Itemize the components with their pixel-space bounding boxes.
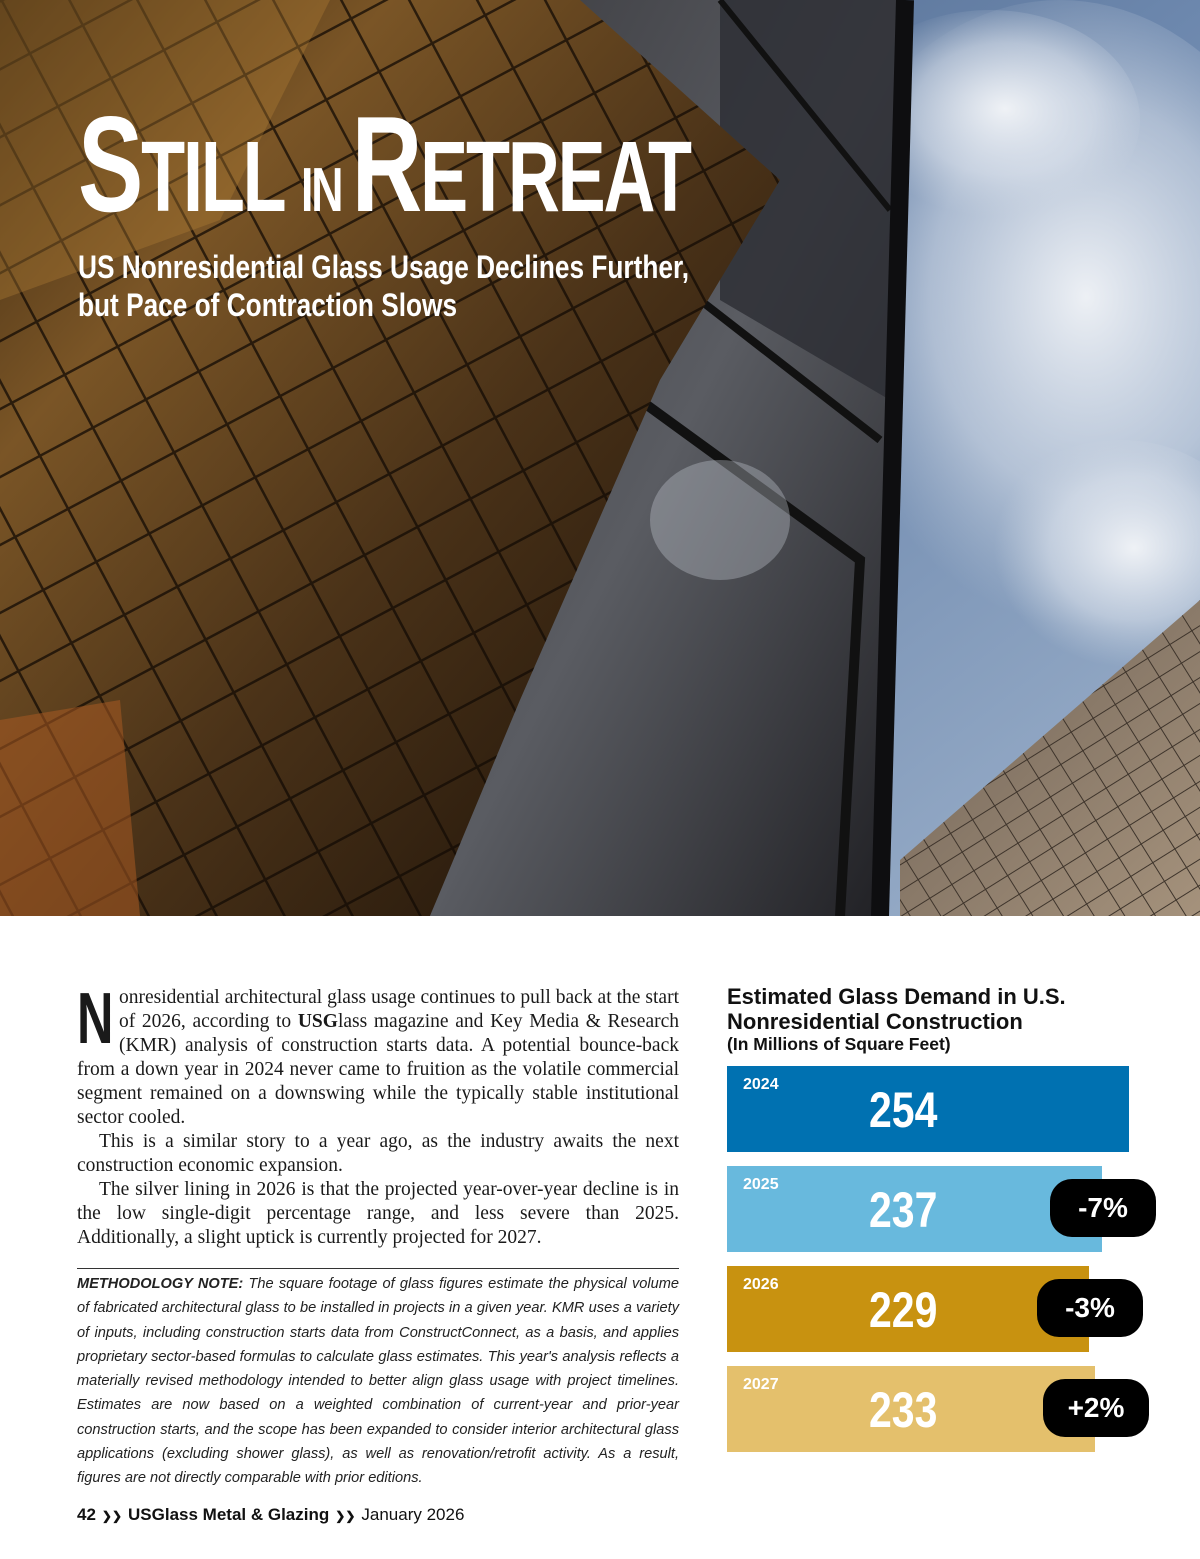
bar-year-label: 2027 (743, 1376, 779, 1393)
page-number: 42 (77, 1505, 96, 1524)
bar-value-label: 229 (869, 1282, 938, 1338)
methodology-note: METHODOLOGY NOTE: The square footage of glass figures estimate the physical volume of fabricated architectural glass to be installed in projects in a given year. KMR uses a variety of inputs, including construction starts data from ConstructConnect, as a basis, and applies proprietary sector-based formulas to calculate glass estimates. This year's analysis reflects a materially revised methodology intended to better align glass usage with project timelines. Estimates are now based on a weighted combination of current-year and prior-year construction starts, and the scope has been expanded to consider interior architectural glass applications (excluding shower glass), as well as renovation/retrofit activity. As a result, figures are not directly comparable with prior editions. (77, 1276, 679, 1487)
subtitle-line: US Nonresidential Glass Usage Declines Further, (78, 249, 690, 285)
chart-subtitle: (In Millions of Square Feet) (727, 1034, 951, 1054)
article-body (77, 979, 679, 1250)
bar-year-label: 2024 (743, 1076, 779, 1093)
divider (77, 1268, 679, 1269)
separator-icon: ❯❯ (101, 1509, 123, 1523)
change-badge-2027: +2% (1043, 1379, 1149, 1437)
bar-2027 (727, 1366, 1095, 1452)
bar-2026 (727, 1266, 1089, 1352)
bar-value-label: 233 (869, 1382, 938, 1438)
article-paragraph: The silver lining in 2026 is that the projected year-over-year decline is in the low single-digit percentage range, and less severe than 2025. Additionally, a slight uptick is currently projected for 2027. (77, 1179, 679, 1248)
change-badge-2026: -3% (1037, 1279, 1143, 1337)
bar-year-label: 2026 (743, 1276, 779, 1293)
brand-usg: USG (297, 1011, 338, 1032)
page-title: STILL IN RETREAT (78, 88, 690, 240)
drop-cap: N (77, 979, 114, 1059)
separator-icon: ❯❯ (335, 1509, 356, 1523)
methodology-label: METHODOLOGY NOTE: (77, 1276, 244, 1292)
chart-title (727, 984, 1066, 1034)
bar-2024 (727, 1066, 1129, 1152)
bar-2025 (727, 1166, 1102, 1252)
bar-value-label: 237 (869, 1182, 938, 1238)
article-paragraph: Nonresidential architectural glass usage continues to pull back at the start of 2026, according to USGlass magazine and Key Media & Research (KMR) analysis of construction starts data. A potential bounce-back from a down year in 2024 never came to fruition as the volatile commercial segment remained on a downswing while the typically stable institutional sector cooled. (77, 979, 679, 1128)
chart-title-line: Estimated Glass Demand in U.S. (727, 984, 1066, 1009)
bar-year-label: 2025 (743, 1176, 779, 1193)
issue-date: January 2026 (361, 1505, 465, 1524)
subtitle-line: but Pace of Contraction Slows (78, 287, 458, 323)
glass-demand-bar-chart (727, 1066, 1187, 1456)
chart-title-line: Nonresidential Construction (727, 1009, 1023, 1034)
publication-name: USGlass Metal & Glazing (128, 1505, 330, 1524)
article-paragraph: This is a similar story to a year ago, as the industry awaits the next construction economic expansion. (77, 1131, 679, 1176)
change-badge-2025: -7% (1050, 1179, 1156, 1237)
bar-value-label: 254 (869, 1082, 938, 1138)
page-subtitle (78, 248, 689, 324)
page-footer (77, 1505, 464, 1525)
